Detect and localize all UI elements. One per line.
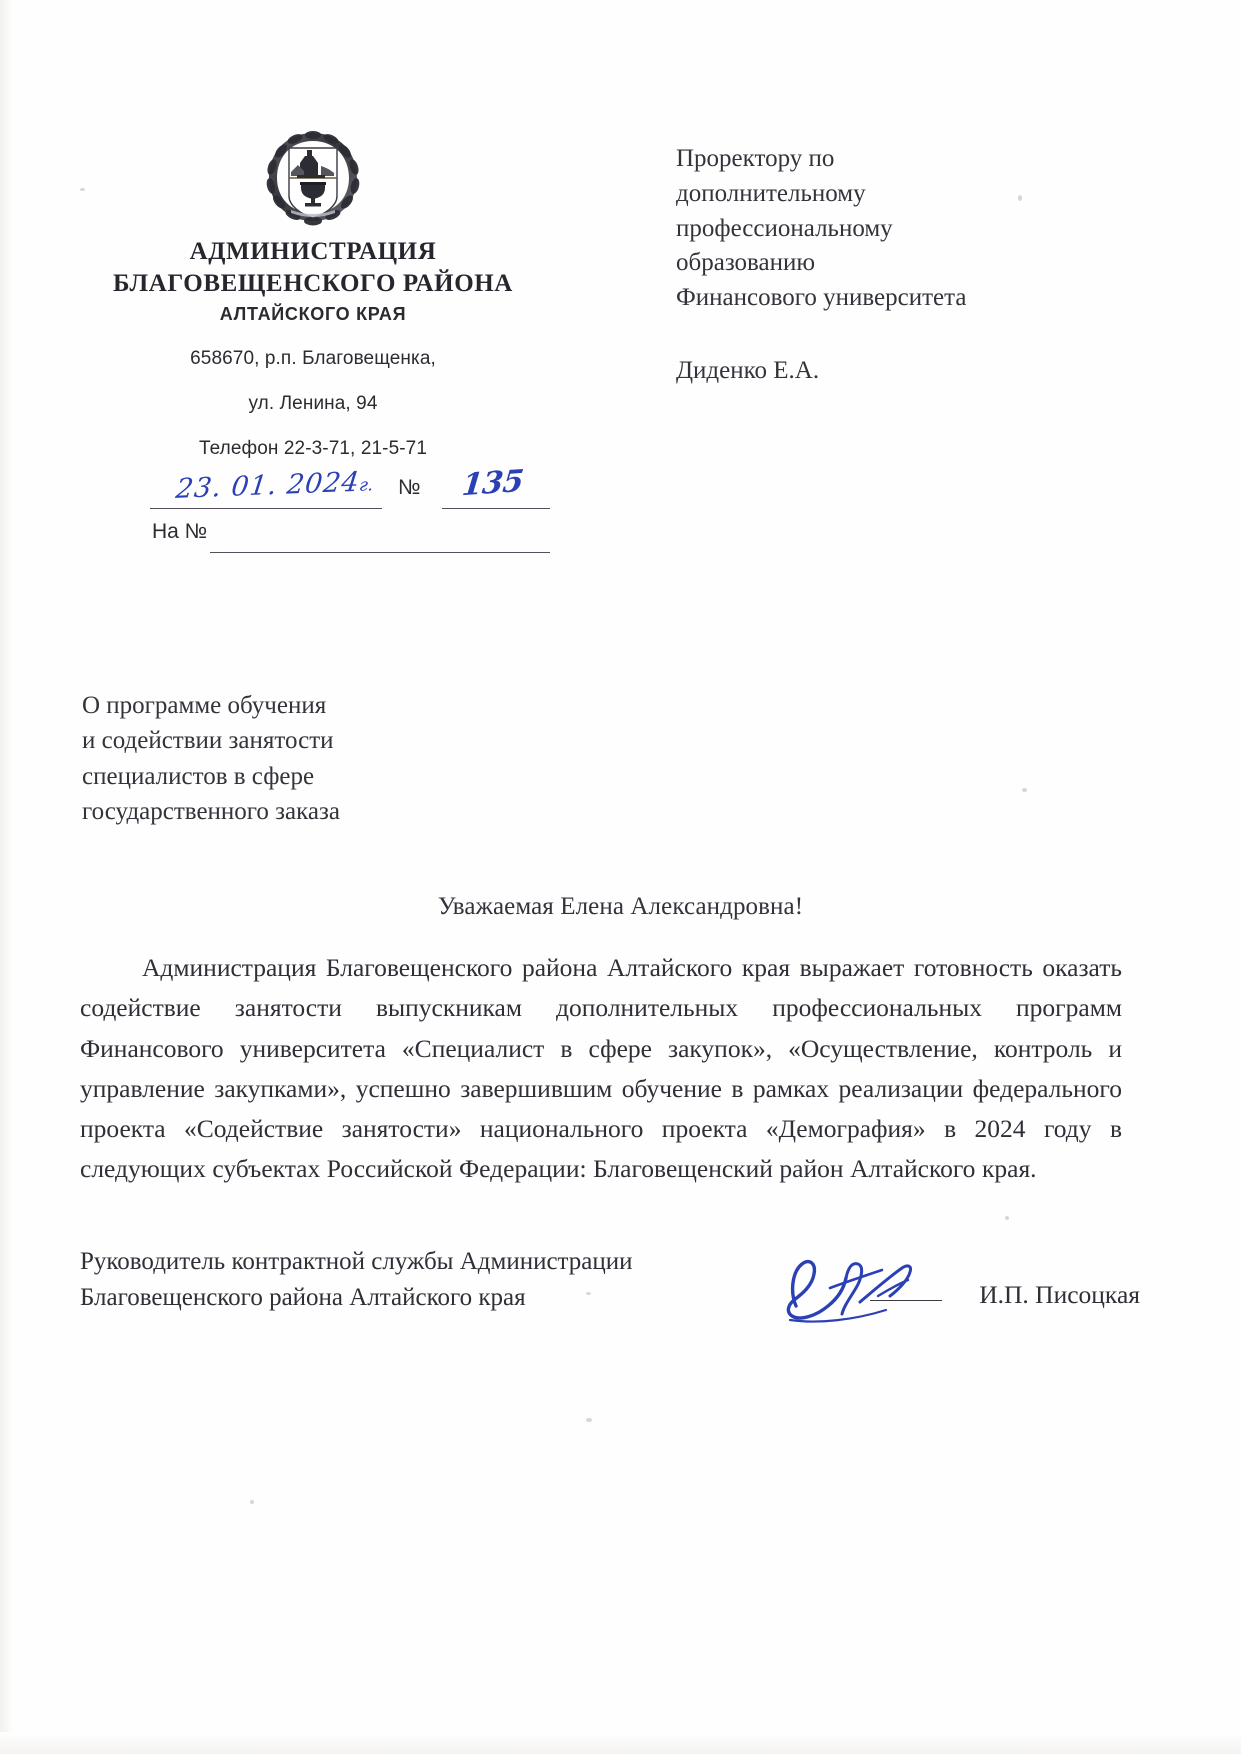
phone-line: Телефон 22-3-71, 21-5-71 [198,438,428,459]
body-paragraph: Администрация Благовещенского района Алтайского края выражает готовность оказать содействие занятости выпускникам дополнительных профессиональных программ Финансового университета «Специалист в сфере закупок», «Осуществление, контроль и управление закупками», успешно завершившим обучение в рамках реализации федерального проекта «Содействие занятости» национального проекта «Демография» в 2024 году в следующих субъектах Российской Федерации: Благовещенский район Алтайского края. [80,953,1122,1184]
coat-of-arms-icon [261,126,365,230]
subject-block [82,688,502,829]
org-title-line2: БЛАГОВЕЩЕНСКОГО РАЙОНА [113,270,513,297]
reply-reference-label: На № [152,520,208,543]
signature-block [80,1244,1140,1354]
org-region: АЛТАЙСКОГО КРАЯ [219,304,407,324]
scan-speck [1005,1216,1009,1220]
signer-position-line-1: Руководитель контрактной службы Администрации [80,1248,633,1275]
addressee-name: Диденко Е.А. [676,356,820,384]
subject-line-3: специалистов в сфере [82,762,315,790]
handwritten-signature-icon [760,1232,960,1344]
signer-position [80,1244,720,1315]
address-line-2: ул. Ленина, 94 [248,393,378,414]
reference-row [150,463,550,510]
org-title-line1: АДМИНИСТРАЦИЯ [189,238,437,265]
greeting: Уважаемая Елена Александровна! [437,893,804,920]
addressee-line-3: профессиональному [676,214,893,242]
outgoing-number-label: № [398,476,421,499]
scan-speck [586,1418,592,1422]
addressee-block [676,142,1146,389]
reply-reference-row [152,512,550,554]
subject-line-1: О программе обучения [82,692,327,719]
scan-edge-bottom [0,1732,1241,1754]
subject-line-4: государственного заказа [82,797,340,825]
outgoing-number-field[interactable] [442,463,550,509]
addressee-line-2: дополнительному [676,179,866,207]
signer-name: И.П. Писоцкая [979,1280,1140,1309]
subject-line-2: и содействии занятости [82,727,334,755]
outgoing-number-handwritten: 135 [460,463,525,504]
signer-position-line-2: Благовещенского района Алтайского края [80,1283,526,1311]
scan-speck [1022,788,1027,792]
address-line-1: 658670, р.п. Благовещенка, [190,348,436,369]
scan-edge-left [0,0,14,1754]
outgoing-date-handwritten: 23. 01. 2024г. [174,466,375,505]
signature-rule [870,1300,942,1301]
addressee-line-4: образованию [676,249,816,277]
letterhead [78,126,548,460]
addressee-line-5: Финансового университета [676,284,967,311]
reply-reference-field[interactable] [210,512,550,553]
outgoing-date-field[interactable] [150,468,382,509]
scan-speck [250,1500,254,1504]
addressee-line-1: Проректору по [676,145,835,172]
